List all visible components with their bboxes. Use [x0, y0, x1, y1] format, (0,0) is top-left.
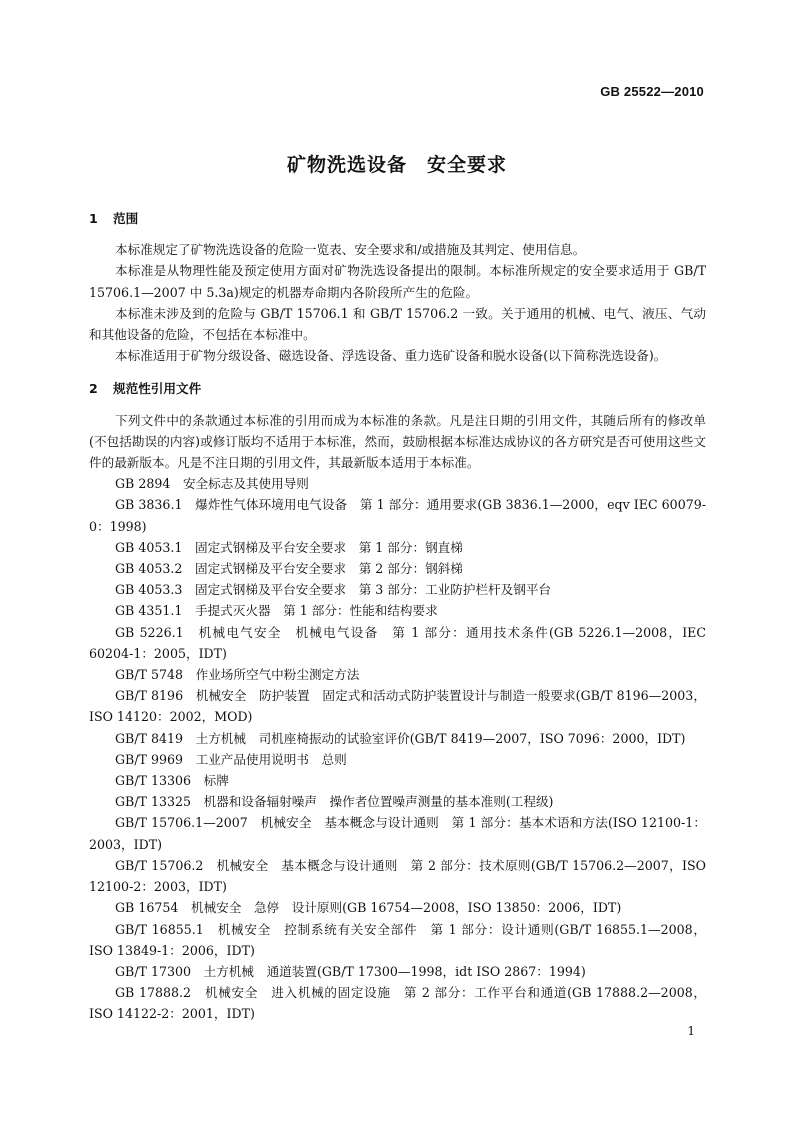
reference-item: GB/T 16855.1 机械安全 控制系统有关安全部件 第 1 部分：设计通则(GB/T 16855.1—2008，ISO 13849-1：2006，IDT)	[89, 921, 706, 958]
reference-item: GB 2894 安全标志及其使用导则	[115, 476, 309, 492]
reference-item: GB 4053.1 固定式钢梯及平台安全要求 第 1 部分：钢直梯	[115, 539, 463, 555]
reference-item: GB 4351.1 手提式灭火器 第 1 部分：性能和结构要求	[115, 603, 438, 619]
page-number: 1	[687, 1024, 695, 1038]
paragraph: 本标准规定了矿物洗选设备的危险一览表、安全要求和/或措施及其判定、使用信息。	[115, 242, 586, 258]
reference-item: GB/T 8196 机械安全 防护装置 固定式和活动式防护装置设计与制造一般要求(GB/T 8196—2003，ISO 14120：2002，MOD)	[89, 688, 706, 725]
reference-item: GB/T 17300 土方机械 通道装置(GB/T 17300—1998，idt ISO 2867：1994)	[115, 963, 586, 979]
document-body	[89, 208, 706, 1025]
reference-item: GB 4053.2 固定式钢梯及平台安全要求 第 2 部分：钢斜梯	[115, 561, 463, 577]
section-number: 1	[89, 211, 98, 226]
section-title: 范围	[113, 211, 139, 226]
section-heading-scope	[89, 208, 706, 229]
reference-item: GB/T 5748 作业场所空气中粉尘测定方法	[115, 667, 360, 683]
reference-item: GB 3836.1 爆炸性气体环境用电气设备 第 1 部分：通用要求(GB 3836.1—2000，eqv IEC 60079-0：1998)	[89, 497, 706, 534]
reference-item: GB/T 13325 机器和设备辐射噪声 操作者位置噪声测量的基本准则(工程级)	[115, 794, 554, 810]
section-number: 2	[89, 381, 98, 397]
paragraph: 本标准未涉及到的危险与 GB/T 15706.1 和 GB/T 15706.2 一致。关于通用的机械、电气、液压、气动和其他设备的危险，不包括在本标准中。	[89, 305, 706, 343]
paragraph: 本标准是从物理性能及预定使用方面对矿物洗选设备提出的限制。本标准所规定的安全要求适用于 GB/T 15706.1—2007 中 5.3a)规定的机器寿命期内各阶段所产生的危险。	[89, 263, 706, 300]
reference-item: GB 16754 机械安全 急停 设计原则(GB 16754—2008，ISO 13850：2006，IDT)	[115, 900, 622, 916]
section-title: 规范性引用文件	[113, 381, 202, 397]
document-title: 矿物洗选设备 安全要求	[286, 154, 507, 176]
section-heading-normative-references	[89, 378, 706, 399]
reference-item: GB 4053.3 固定式钢梯及平台安全要求 第 3 部分：工业防护栏杆及钢平台	[115, 582, 552, 598]
paragraph: 本标准适用于矿物分级设备、磁选设备、浮选设备、重力选矿设备和脱水设备(以下简称洗选设备)。	[115, 348, 667, 364]
reference-item: GB/T 15706.2 机械安全 基本概念与设计通则 第 2 部分：技术原则(GB/T 15706.2—2007，ISO 12100-2：2003，IDT)	[89, 857, 706, 895]
reference-item: GB/T 13306 标牌	[115, 773, 229, 789]
reference-item: GB 17888.2 机械安全 进入机械的固定设施 第 2 部分：工作平台和通道(GB 17888.2—2008，ISO 14122-2：2001，IDT)	[89, 985, 706, 1022]
reference-item: GB/T 9969 工业产品使用说明书 总则	[115, 751, 347, 767]
reference-item: GB/T 15706.1—2007 机械安全 基本概念与设计通则 第 1 部分：基本术语和方法(ISO 12100-1：2003，IDT)	[89, 815, 706, 852]
reference-item: GB/T 8419 土方机械 司机座椅振动的试验室评价(GB/T 8419—2007，ISO 7096：2000，IDT)	[115, 730, 686, 746]
reference-item: GB 5226.1 机械电气安全 机械电气设备 第 1 部分：通用技术条件(GB 5226.1—2008，IEC 60204-1：2005，IDT)	[89, 624, 706, 661]
standard-number: GB 25522—2010	[600, 84, 704, 99]
paragraph: 下列文件中的条款通过本标准的引用而成为本标准的条款。凡是注日期的引用文件，其随后所有的修改单(不包括勘误的内容)或修订版均不适用于本标准，然而，鼓励根据本标准达成协议的各方研究是否可使用这些文件的最新版本。凡是不注日期的引用文件，其最新版本适用于本标准。	[89, 412, 706, 471]
